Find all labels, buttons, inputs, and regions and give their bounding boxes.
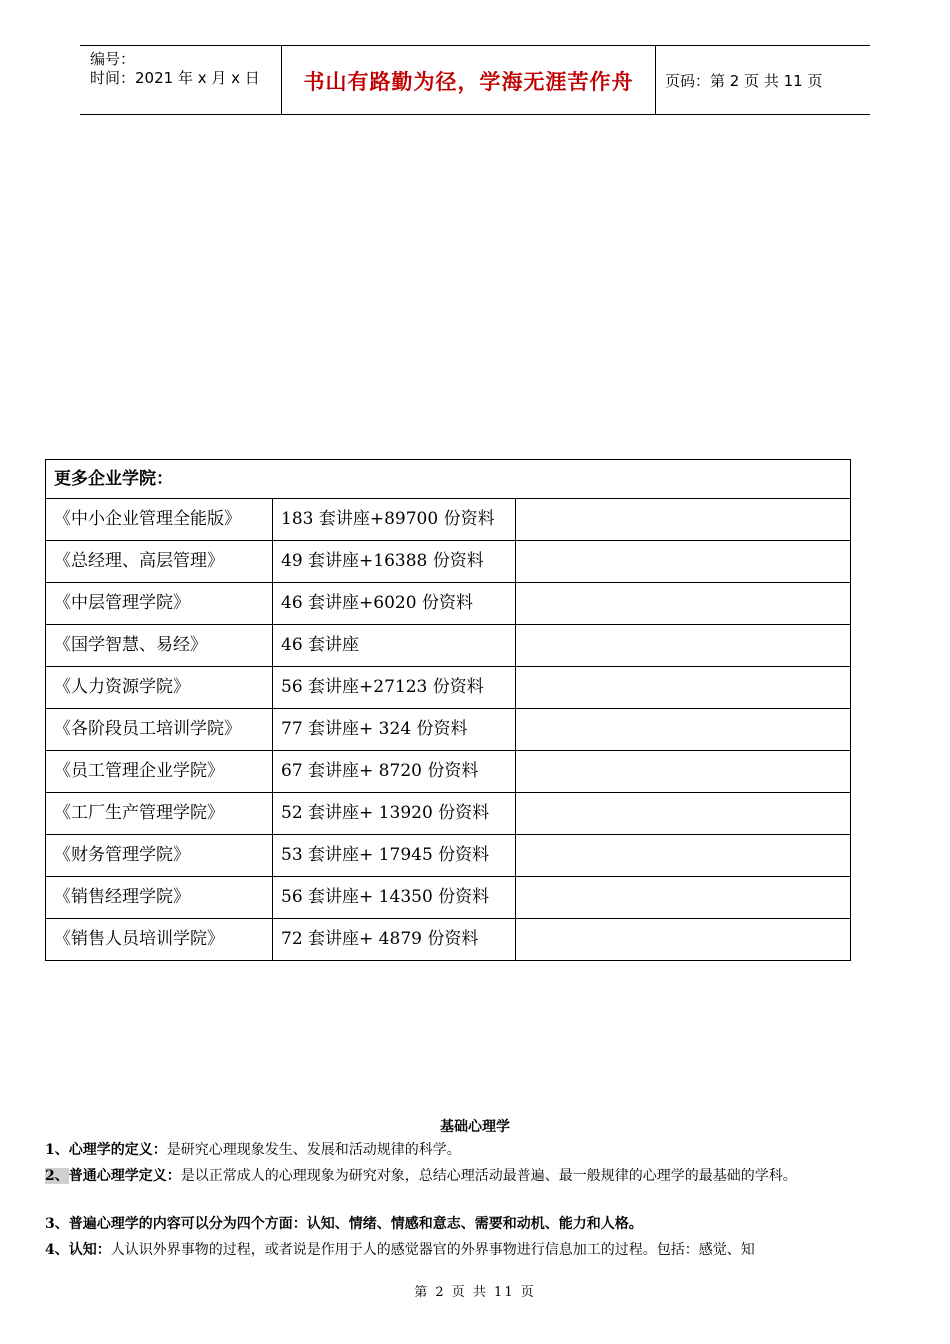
course-desc: 46 套讲座 (273, 625, 516, 667)
course-desc: 56 套讲座+ 14350 份资料 (273, 877, 516, 919)
header-motto: 书山有路勤为径，学海无涯苦作舟 (303, 70, 634, 94)
table-row (46, 499, 851, 541)
paragraph-label: 1、心理学的定义： (45, 1142, 167, 1158)
paragraph-text: 3、普遍心理学的内容可以分为四个方面：认知、情绪、情感和意志、需要和动机、能力和人格。 (45, 1216, 643, 1232)
course-desc: 183 套讲座+89700 份资料 (273, 499, 516, 541)
empty-cell (516, 541, 851, 583)
document-time-label: 时间：2021 年 x 月 x 日 (90, 69, 260, 87)
table-row (46, 751, 851, 793)
course-desc: 56 套讲座+27123 份资料 (273, 667, 516, 709)
course-desc: 52 套讲座+ 13920 份资料 (273, 793, 516, 835)
paragraph-text: 是以正常成人的心理现象为研究对象，总结心理活动最普遍、最一般规律的心理学的最基础的学科。 (180, 1168, 797, 1184)
page-footer: 第 2 页 共 11 页 (414, 1285, 536, 1300)
empty-cell (516, 793, 851, 835)
empty-cell (516, 835, 851, 877)
paragraph-number-highlight: 2、 (45, 1168, 69, 1184)
header-meta (90, 50, 280, 88)
paragraph-1 (45, 1137, 905, 1163)
empty-cell (516, 667, 851, 709)
empty-cell (516, 709, 851, 751)
course-name: 《人力资源学院》 (46, 667, 273, 709)
empty-cell (516, 625, 851, 667)
empty-cell (516, 583, 851, 625)
course-desc: 72 套讲座+ 4879 份资料 (273, 919, 516, 961)
header-page-number: 页码：第 2 页 共 11 页 (665, 72, 823, 90)
table-row (46, 877, 851, 919)
table-heading-row (46, 460, 851, 499)
table-row (46, 583, 851, 625)
page-header (80, 45, 870, 115)
course-name: 《员工管理企业学院》 (46, 751, 273, 793)
course-desc: 77 套讲座+ 324 份资料 (273, 709, 516, 751)
course-name: 《各阶段员工培训学院》 (46, 709, 273, 751)
paragraph-label: 4、认知： (45, 1242, 111, 1258)
course-desc: 53 套讲座+ 17945 份资料 (273, 835, 516, 877)
course-name: 《财务管理学院》 (46, 835, 273, 877)
paragraph-text: 是研究心理现象发生、发展和活动规律的科学。 (166, 1142, 461, 1158)
course-name: 《中小企业管理全能版》 (46, 499, 273, 541)
table-row (46, 541, 851, 583)
empty-cell (516, 751, 851, 793)
paragraph-text: 人认识外界事物的过程，或者说是作用于人的感觉器官的外界事物进行信息加工的过程。包括：感觉、知 (110, 1242, 755, 1258)
table-row (46, 667, 851, 709)
header-divider (655, 46, 656, 114)
table-row (46, 793, 851, 835)
course-name: 《销售经理学院》 (46, 877, 273, 919)
empty-cell (516, 499, 851, 541)
table-row (46, 919, 851, 961)
table-heading: 更多企业学院： (46, 460, 851, 499)
paragraph-4 (45, 1237, 905, 1263)
section-title: 基础心理学 (440, 1119, 510, 1135)
course-name: 《工厂生产管理学院》 (46, 793, 273, 835)
table-row (46, 625, 851, 667)
table-row (46, 709, 851, 751)
empty-cell (516, 877, 851, 919)
course-desc: 49 套讲座+16388 份资料 (273, 541, 516, 583)
course-name: 《中层管理学院》 (46, 583, 273, 625)
course-desc: 46 套讲座+6020 份资料 (273, 583, 516, 625)
course-table (45, 459, 851, 961)
paragraph-3 (45, 1211, 905, 1237)
paragraph-label: 普通心理学定义： (68, 1168, 181, 1184)
course-desc: 67 套讲座+ 8720 份资料 (273, 751, 516, 793)
document-number-label: 编号： (90, 50, 136, 68)
course-name: 《总经理、高层管理》 (46, 541, 273, 583)
paragraph-2 (45, 1163, 905, 1189)
course-name: 《销售人员培训学院》 (46, 919, 273, 961)
empty-cell (516, 919, 851, 961)
course-name: 《国学智慧、易经》 (46, 625, 273, 667)
table-row (46, 835, 851, 877)
